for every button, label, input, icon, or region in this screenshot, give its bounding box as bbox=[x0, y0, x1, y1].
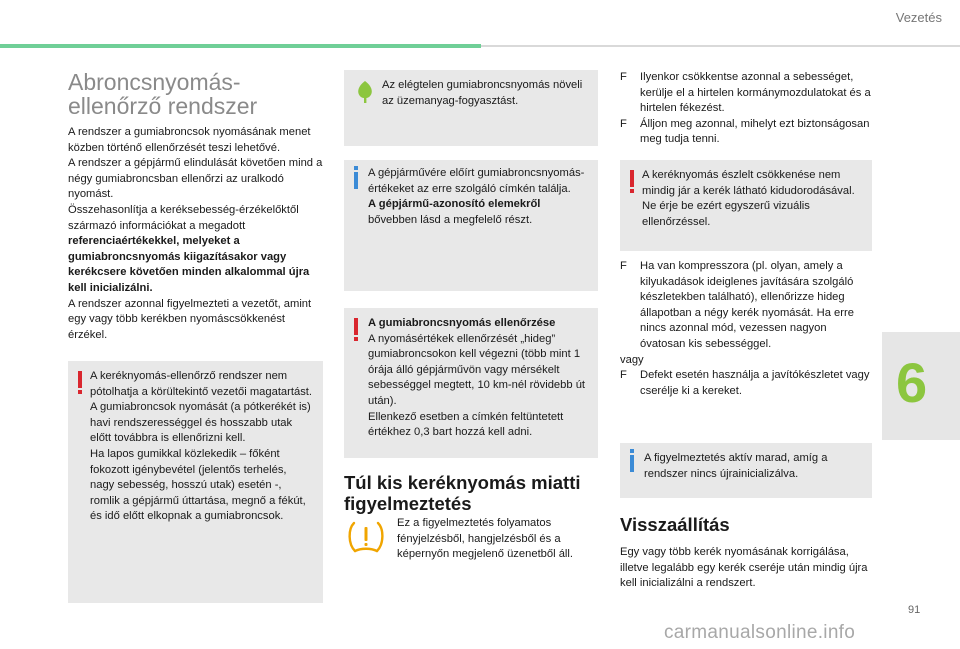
intro-text bbox=[68, 125, 326, 343]
warning-box-tpms bbox=[68, 361, 323, 603]
info-icon bbox=[630, 449, 634, 472]
warning-line: A keréknyomás-ellenőrző rendszer nem pótolhatja a körültekintő vezetői magatartást. bbox=[90, 370, 313, 398]
header-rule bbox=[481, 45, 960, 47]
info-bold-ref: A gépjármű-azonosító elemekről bbox=[368, 198, 541, 211]
procedure-list bbox=[620, 259, 872, 399]
bullet-icon: F bbox=[620, 369, 627, 382]
intro-paragraph: A rendszer a gépjármű elindulását követően mind a négy gumiabroncsban ellenőrzi az uralkodó nyomást. bbox=[68, 157, 323, 201]
bullet-icon: F bbox=[620, 71, 627, 83]
section-title: Vezetés bbox=[895, 10, 942, 25]
intro-paragraph: A rendszer azonnal figyelmezteti a vezetőt, amint egy vagy több kerékben nyomáscsökkenést érzékel. bbox=[68, 297, 312, 341]
action-list bbox=[620, 70, 872, 148]
info-box-labels bbox=[344, 160, 598, 291]
warning-icon bbox=[354, 318, 358, 335]
alert-description: Ez a figyelmeztetés folyamatos fényjelzésből, hangjelzésből és a képernyőn megjelenő üzenetből áll. bbox=[397, 517, 574, 561]
warning-icon bbox=[630, 170, 634, 187]
list-item: F Ilyenkor csökkentse azonnal a sebességet, kerülje el a hirtelen kormánymozdulatokat és a hirtelen fékezést. bbox=[620, 71, 871, 115]
page-number: 91 bbox=[908, 604, 921, 616]
intro-paragraph: Összehasonlítja a keréksebesség-érzékelőktől származó információkat a megadott referenciaértékekkel, melyeket a gumiabroncsnyomás kiigazításakor vagy kerékcsere követően minden alkalommal újra kell inicializálni. bbox=[68, 203, 310, 294]
bullet-icon: F bbox=[620, 117, 627, 130]
info-text: A gépjármű-azonosító elemekről bővebben lásd a megfelelő részt. bbox=[368, 198, 541, 226]
info-text: A figyelmeztetés aktív marad, amíg a rendszer nincs újrainicializálva. bbox=[644, 452, 828, 480]
warning-line: A gumiabroncsok nyomását (a pótkerékét is) havi rendszerességgel és hosszabb utak előtt továbbra is ellenőrizni kell. bbox=[90, 401, 311, 445]
bold-text: referenciaértékekkel, melyeket a gumiabroncsnyomás kiigazításakor vagy kerékcsere követően minden alkalommal újra kell inicializálni. bbox=[68, 235, 310, 294]
warning-icon bbox=[78, 371, 82, 388]
info-text: A gépjárművére előírt gumiabroncsnyomás-értékeket az erre szolgáló címkén találja. bbox=[368, 167, 585, 195]
bullet-icon: F bbox=[620, 260, 627, 272]
reset-description: Egy vagy több kerék nyomásának korrigálása, illetve legalább egy kerék cseréje után mindig újra kell inicializálni a rendszert. bbox=[620, 546, 868, 590]
list-connector: vagy bbox=[620, 353, 644, 366]
list-item: F Defekt esetén használja a javítókészletet vagy cserélje ki a kereket. bbox=[620, 369, 870, 397]
warning-box-pressure-check bbox=[344, 308, 598, 458]
eco-note-box bbox=[344, 70, 598, 146]
warning-line: A nyomásértékek ellenőrzését „hideg” gumiabroncsokon kell végezni (több mint 1 órája álló gépjárművön vagy mérsékelt sebességgel megtett, 10 km-nél rövidebb út után). bbox=[368, 332, 586, 407]
intro-paragraph: A rendszer a gumiabroncsok nyomásának menet közben történő ellenőrzését teszi lehetővé. bbox=[68, 126, 311, 154]
warning-line: Ha lapos gumikkal közlekedik – főként fokozott igénybevétel (jelentős terhelés, nagy sebesség, hosszú utak) esetén -, romlik a gépjármű úttartása, megnő a fékút, és idő előtt elkopnak a gumiabroncsok. bbox=[90, 447, 306, 523]
list-item: F Ha van kompresszora (pl. olyan, amely a kilyukadások ideiglenes javítására szolgáló készletekben található), ellenőrizze hideg állapotban a négy kerék nyomását. Ha erre nincs azonnal mód, vezessen nagyon óvatosan kis sebességgel. bbox=[620, 260, 854, 350]
section-heading-low-pressure: Túl kis keréknyomás miatti figyelmeztetés bbox=[344, 472, 581, 514]
tpms-warning-lamp-icon bbox=[346, 520, 386, 559]
header-accent-bar bbox=[0, 44, 481, 48]
list-item: F Álljon meg azonnal, mihelyt ezt biztonságosan meg tudja tenni. bbox=[620, 117, 870, 146]
watermark: carmanualsonline.info bbox=[664, 622, 856, 643]
section-heading-reset: Visszaállítás bbox=[620, 514, 730, 535]
chapter-number: 6 bbox=[896, 351, 928, 414]
eco-note-text: Az elégtelen gumiabroncsnyomás növeli az üzemanyag-fogyasztást. bbox=[382, 79, 583, 107]
warning-line: Ellenkező esetben a címkén feltüntetett értékhez 0,3 bart hozzá kell adni. bbox=[368, 410, 564, 439]
info-box-reset-note bbox=[620, 443, 872, 498]
warning-text: A keréknyomás észlelt csökkenése nem mindig jár a kerék látható kidudorodásával. Ne érje be ezért egyszerű vizuális ellenőrzéssel. bbox=[642, 169, 855, 228]
page-title: Abroncsnyomás-ellenőrző rendszer bbox=[68, 69, 258, 119]
info-icon bbox=[354, 166, 358, 189]
eco-leaf-icon bbox=[354, 80, 376, 109]
warning-box-visual-check bbox=[620, 160, 872, 251]
warning-title: A gumiabroncsnyomás ellenőrzése bbox=[368, 317, 556, 329]
